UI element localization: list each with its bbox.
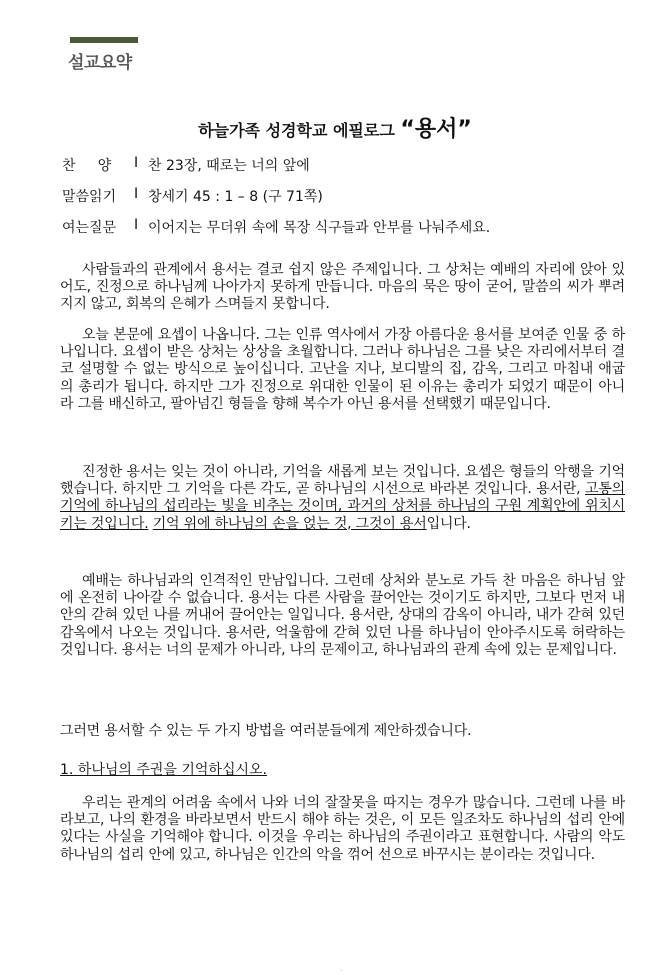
meta-reading-sep: I: [134, 186, 139, 202]
paragraph-4: 예배는 하나님과의 인격적인 만남입니다. 그런데 상처와 분노로 가득 찬 마음은 하나님 앞에 온전히 나아갈 수 없습니다. 용서는 다른 사람을 끌어안는 것이기도 하지만, 그보다 먼저 내 안의 갇혀 있던 나를 꺼내어 끌어안는 일입니다. 용서란, 상대의 감옥이 아니라, 내가 갇혀 있던 감옥에서 나오는 것입니다. 용서란, 억울함에 갇혀 있던 나를 하나님이 안아주시도록 허락하는 것입니다. 용서는 너의 문제가 아니라, 나의 문제이고, 하나님과의 관계 속에 있는 문제입니다.: [60, 573, 625, 658]
meta-hymn-value: 찬 23장, 때로는 너의 앞에: [148, 158, 310, 174]
header-bar: [70, 37, 138, 43]
meta-reading-label: 말씀읽기: [62, 189, 117, 205]
paragraph-3-text-c: 입니다.: [426, 515, 471, 532]
paragraph-3-underline-1: 고통의 기억에 하나님의 섭리라는 빛을 비추는 것이며, 과거의 상처를 하나님의 구원 계획안에 위치시키는 것입니다.: [60, 481, 625, 532]
title-quoted: “용서”: [400, 117, 472, 142]
paragraph-2: 오늘 본문에 요셉이 나옵니다. 그는 인류 역사에서 가장 아름다운 용서를 보여준 인물 중 하나입니다. 요셉이 받은 상처는 상상을 초월합니다. 그러나 하나님은 그를 낮은 자리에서부터 결코 설명할 수 없는 방식으로 높이십니다. 고난을 지나, 보디발의 집, 감옥, 그리고 마침내 애굽의 총리가 됩니다. 하지만 그가 진정으로 위대한 인물이 된 이유는 총리가 되었기 때문이 아니라 그를 배신하고, 팔아넘긴 형들을 향해 복수가 아닌 용서를 선택했기 때문입니다.: [60, 327, 625, 412]
paragraph-3-underline-2: 기억 위에 하나님의 손을 얹는 것, 그것이 용서: [152, 515, 427, 532]
header-label: 설교요약: [68, 53, 132, 73]
meta-question-sep: I: [134, 217, 139, 233]
meta-hymn-sep: I: [134, 155, 139, 171]
meta-hymn-label: 찬 양: [62, 158, 112, 174]
footer-mark: ·: [340, 966, 343, 975]
page-title: [0, 112, 670, 143]
meta-reading: [62, 186, 323, 206]
paragraph-6: 우리는 관계의 어려움 속에서 나와 너의 잘잘못을 따지는 경우가 많습니다. 그런데 나를 바라보고, 나의 환경을 바라보면서 반드시 해야 하는 것은, 이 모든 일조차도 하나님의 섭리 안에 있다는 사실을 기억해야 합니다. 이것을 우리는 하나님의 주권이라고 표현합니다. 사람의 악도 하나님의 섭리 안에 있고, 하나님은 인간의 악을 꺾어 선으로 바꾸시는 분이라는 것입니다.: [60, 795, 625, 863]
title-main: 하늘가족 성경학교 에필로그: [198, 121, 401, 140]
paragraph-5: 그러면 용서할 수 있는 두 가지 방법을 여러분들에게 제안하겠습니다.: [60, 723, 472, 739]
meta-question: [62, 217, 490, 237]
paragraph-3: [60, 464, 625, 533]
meta-hymn: [62, 155, 310, 175]
meta-question-label: 여는질문: [62, 220, 117, 236]
meta-question-value: 이어지는 무더위 속에 목장 식구들과 안부를 나눠주세요.: [148, 220, 491, 236]
section-heading-1: 1. 하나님의 주권을 기억하십시오.: [60, 762, 267, 778]
paragraph-1: 사람들과의 관계에서 용서는 결코 쉽지 않은 주제입니다. 그 상처는 예배의 자리에 앉아 있어도, 진정으로 하나님께 나아가지 못하게 만듭니다. 마음의 묵은 땅이 굳어, 말씀의 씨가 뿌려지지 않고, 회복의 은혜가 스며들지 못합니다.: [60, 262, 625, 313]
paragraph-3-text-a: 진정한 용서는 잊는 것이 아니라, 기억을 새롭게 보는 것입니다. 요셉은 형들의 악행을 기억했습니다. 하지만 그 기억을 다른 각도, 곧 하나님의 시선으로 바라본 것입니다. 용서란,: [60, 464, 625, 498]
meta-reading-value: 창세기 45 : 1 – 8 (구 71쪽): [148, 189, 323, 205]
